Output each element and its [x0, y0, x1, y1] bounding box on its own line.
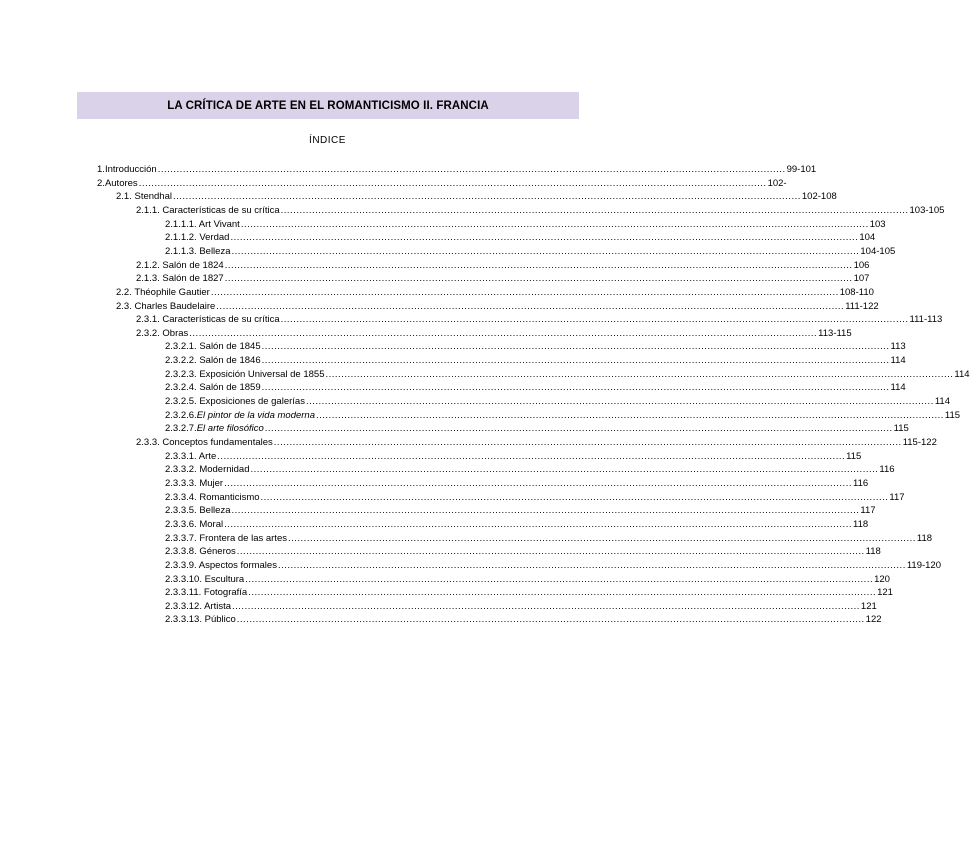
toc-dot-leader: ........................................................................................................................................................................................................	[236, 546, 865, 558]
toc-entry-page: 121	[860, 600, 877, 612]
toc-entry	[165, 340, 906, 353]
toc-dot-leader: ........................................................................................................................................................................................................	[316, 409, 944, 421]
toc-entry	[165, 409, 961, 422]
toc-dot-leader: ........................................................................................................................................................................................................	[236, 614, 865, 626]
toc-entry-label: 2.1.3. Salón de 1827	[136, 273, 224, 285]
toc-entry-number: 2.	[97, 177, 105, 189]
toc-dot-leader: ........................................................................................................................................................................................................	[157, 164, 786, 175]
toc-entry	[136, 259, 870, 272]
toc-entry-page: 117	[889, 491, 905, 503]
toc-entry-label-italic: El arte filosófico	[196, 423, 264, 435]
toc-entry	[136, 327, 852, 340]
toc-entry-label: 2.3.3.1. Arte	[165, 450, 217, 462]
toc-entry-label: 2.3.2.5. Exposiciones de galerías	[165, 396, 305, 408]
toc-entry-label: 2.3.3.12. Artista	[165, 600, 232, 612]
toc-entry	[165, 245, 896, 258]
toc-dot-leader: ........................................................................................................................................................................................................	[261, 355, 890, 367]
toc-entry-label: 2.3.2.1. Salón de 1845	[165, 341, 261, 353]
toc-entry	[165, 450, 862, 463]
toc-entry-label: 2.3.3.11. Fotografía	[165, 587, 248, 599]
toc-entry	[165, 218, 886, 231]
toc-entry	[165, 613, 882, 626]
toc-entry-label: 2.3.3.7. Frontera de las artes	[165, 532, 287, 544]
toc-entry-label: 2.3.3. Conceptos fundamentales	[136, 437, 273, 448]
toc-dot-leader: ........................................................................................................................................................................................................	[217, 450, 846, 462]
toc-entry-label: 2.3.2. Obras	[136, 327, 189, 339]
toc-entry-page: 122	[865, 614, 882, 626]
toc-entry-label: 2.3.3.4. Romanticismo	[165, 491, 260, 503]
toc-dot-leader: ........................................................................................................................................................................................................	[231, 505, 860, 517]
toc-entry-page: 121	[877, 587, 893, 599]
toc-entry	[165, 395, 950, 408]
toc-entry	[116, 300, 879, 313]
toc-dot-leader: ........................................................................................................................................................................................................	[260, 491, 889, 503]
toc-dot-leader: ........................................................................................................................................................................................................	[245, 573, 874, 585]
toc-entry-label: 2.1. Stendhal	[116, 191, 172, 203]
index-heading: ÍNDICE	[309, 135, 346, 146]
toc-entry-page: 99-101	[786, 164, 817, 175]
toc-entry-page: 114	[890, 382, 906, 394]
toc-dot-leader: ........................................................................................................................................................................................................	[280, 204, 909, 216]
toc-entry-page: 113	[890, 341, 906, 353]
toc-dot-leader: ........................................................................................................................................................................................................	[248, 587, 877, 599]
toc-entry-page: 102-	[767, 177, 787, 189]
toc-entry-label: 2.3.2.7.	[165, 423, 197, 435]
toc-entry	[165, 491, 905, 504]
toc-entry-label: Autores	[104, 177, 138, 189]
toc-dot-leader: ........................................................................................................................................................................................................	[232, 600, 860, 612]
toc-dot-leader: ........................................................................................................................................................................................................	[210, 286, 839, 298]
toc-entry	[97, 163, 817, 176]
toc-entry-label: 2.3.3.10. Escultura	[165, 573, 245, 585]
toc-entry-page: 115	[846, 450, 862, 462]
toc-entry-label: Introducción	[104, 164, 157, 175]
toc-entry-label: 2.1.1.2. Verdad	[165, 232, 230, 244]
toc-entry-page: 108-110	[839, 286, 874, 298]
toc-entry-label: 2.3.3.13. Público	[165, 614, 236, 626]
toc-dot-leader: ........................................................................................................................................................................................................	[189, 327, 818, 339]
toc-dot-leader: ........................................................................................................................................................................................................	[250, 464, 879, 476]
toc-entry-page: 114	[954, 368, 970, 380]
toc-entry	[165, 532, 933, 545]
toc-entry-page: 111-122	[845, 300, 879, 312]
toc-dot-leader: ........................................................................................................................................................................................................	[230, 232, 859, 244]
toc-entry	[136, 272, 870, 285]
toc-dot-leader: ........................................................................................................................................................................................................	[264, 423, 893, 435]
toc-entry-label: 2.3.2.3. Exposición Universal de 1855	[165, 368, 325, 380]
toc-entry	[136, 313, 943, 326]
toc-entry-label: 2.3.3.6. Moral	[165, 518, 224, 530]
toc-entry-label: 2.1.1.1. Art Vivant	[165, 218, 240, 230]
toc-entry-page: 102-108	[801, 191, 837, 203]
toc-entry	[165, 477, 869, 490]
toc-entry-page: 111-113	[909, 314, 943, 326]
toc-dot-leader: ........................................................................................................................................................................................................	[305, 396, 934, 408]
toc-dot-leader: ........................................................................................................................................................................................................	[216, 300, 845, 312]
toc-entry-page: 114	[934, 396, 950, 408]
toc-dot-leader: ........................................................................................................................................................................................................	[273, 437, 902, 448]
toc-entry	[165, 231, 876, 244]
toc-entry-page: 107	[853, 273, 870, 285]
toc-dot-leader: ........................................................................................................................................................................................................	[224, 259, 853, 271]
toc-entry-page: 103-105	[909, 204, 945, 216]
toc-entry	[165, 545, 881, 558]
toc-entry-page: 118	[852, 518, 869, 530]
toc-entry	[165, 600, 877, 613]
toc-entry-page: 104-105	[860, 245, 896, 257]
toc-entry-page: 117	[860, 505, 876, 517]
toc-entry-label: 2.3.3.9. Aspectos formales	[165, 559, 277, 571]
toc-dot-leader: ........................................................................................................................................................................................................	[261, 382, 890, 394]
toc-entry-label: 2.2. Théophile Gautier	[116, 286, 210, 298]
toc-entry	[165, 518, 869, 531]
toc-entry	[165, 504, 876, 517]
toc-entry-page: 120	[874, 573, 890, 585]
toc-entry	[165, 354, 906, 367]
toc-dot-leader: ........................................................................................................................................................................................................	[173, 191, 801, 203]
toc-entry-page: 115-122	[902, 437, 937, 448]
toc-dot-leader: ........................................................................................................................................................................................................	[325, 368, 954, 380]
toc-entry-label: 2.3.3.5. Belleza	[165, 505, 231, 517]
toc-entry	[116, 286, 874, 299]
toc-entry	[136, 436, 937, 449]
toc-entry-label: 2.3.1. Características de su crítica	[136, 314, 280, 326]
toc-entry-page: 104	[859, 232, 876, 244]
toc-dot-leader: ........................................................................................................................................................................................................	[277, 559, 906, 571]
toc-entry-page: 103	[869, 218, 886, 230]
toc-entry-page: 106	[853, 259, 870, 271]
toc-entry-label: 2.1.1. Características de su crítica	[136, 204, 280, 216]
toc-entry-label: 2.3.2.4. Salón de 1859	[165, 382, 261, 394]
toc-entry-page: 115	[944, 409, 961, 421]
toc-entry-label: 2.1.1.3. Belleza	[165, 245, 231, 257]
toc-entry	[165, 422, 909, 435]
toc-entry-page: 118	[916, 532, 933, 544]
toc-dot-leader: ........................................................................................................................................................................................................	[138, 177, 767, 189]
toc-entry-page: 113-115	[818, 327, 852, 339]
toc-entry	[165, 381, 906, 394]
toc-dot-leader: ........................................................................................................................................................................................................	[224, 273, 853, 285]
toc-entry-label: 2.1.2. Salón de 1824	[136, 259, 224, 271]
toc-entry-label: 2.3.2.2. Salón de 1846	[165, 355, 261, 367]
toc-dot-leader: ........................................................................................................................................................................................................	[287, 532, 916, 544]
toc-entry-label: 2.3.3.3. Mujer	[165, 477, 224, 489]
document-title-banner	[77, 92, 579, 119]
toc-entry-label: 2.3.3.8. Géneros	[165, 546, 236, 558]
toc-entry-label: 2.3.3.2. Modernidad	[165, 464, 250, 476]
toc-dot-leader: ........................................................................................................................................................................................................	[261, 341, 890, 353]
toc-entry-label: 2.3.2.6.	[165, 409, 197, 421]
toc-dot-leader: ........................................................................................................................................................................................................	[280, 314, 909, 326]
toc-entry	[165, 586, 893, 599]
toc-entry-label-italic: El pintor de la vida moderna	[196, 409, 315, 421]
toc-dot-leader: ........................................................................................................................................................................................................	[240, 218, 869, 230]
toc-entry-page: 118	[865, 546, 881, 558]
toc-dot-leader: ........................................................................................................................................................................................................	[224, 477, 852, 489]
toc-entry-page: 119-120	[906, 559, 942, 571]
toc-entry	[165, 368, 970, 381]
toc-entry-page: 115	[893, 423, 909, 435]
toc-entry	[165, 463, 895, 476]
toc-dot-leader: ........................................................................................................................................................................................................	[224, 518, 852, 530]
toc-entry	[136, 204, 945, 217]
toc-entry	[165, 573, 890, 586]
toc-dot-leader: ........................................................................................................................................................................................................	[231, 245, 860, 257]
toc-entry	[165, 559, 942, 572]
toc-entry-page: 114	[890, 355, 906, 367]
document-title: LA CRÍTICA DE ARTE EN EL ROMANTICISMO II. FRANCIA	[167, 99, 489, 112]
toc-entry-page: 116	[879, 464, 895, 476]
toc-entry	[97, 177, 787, 190]
toc-entry-label: 2.3. Charles Baudelaire	[116, 300, 216, 312]
toc-entry-page: 116	[852, 477, 869, 489]
toc-entry	[116, 190, 837, 203]
toc-entry-number: 1.	[97, 164, 105, 175]
